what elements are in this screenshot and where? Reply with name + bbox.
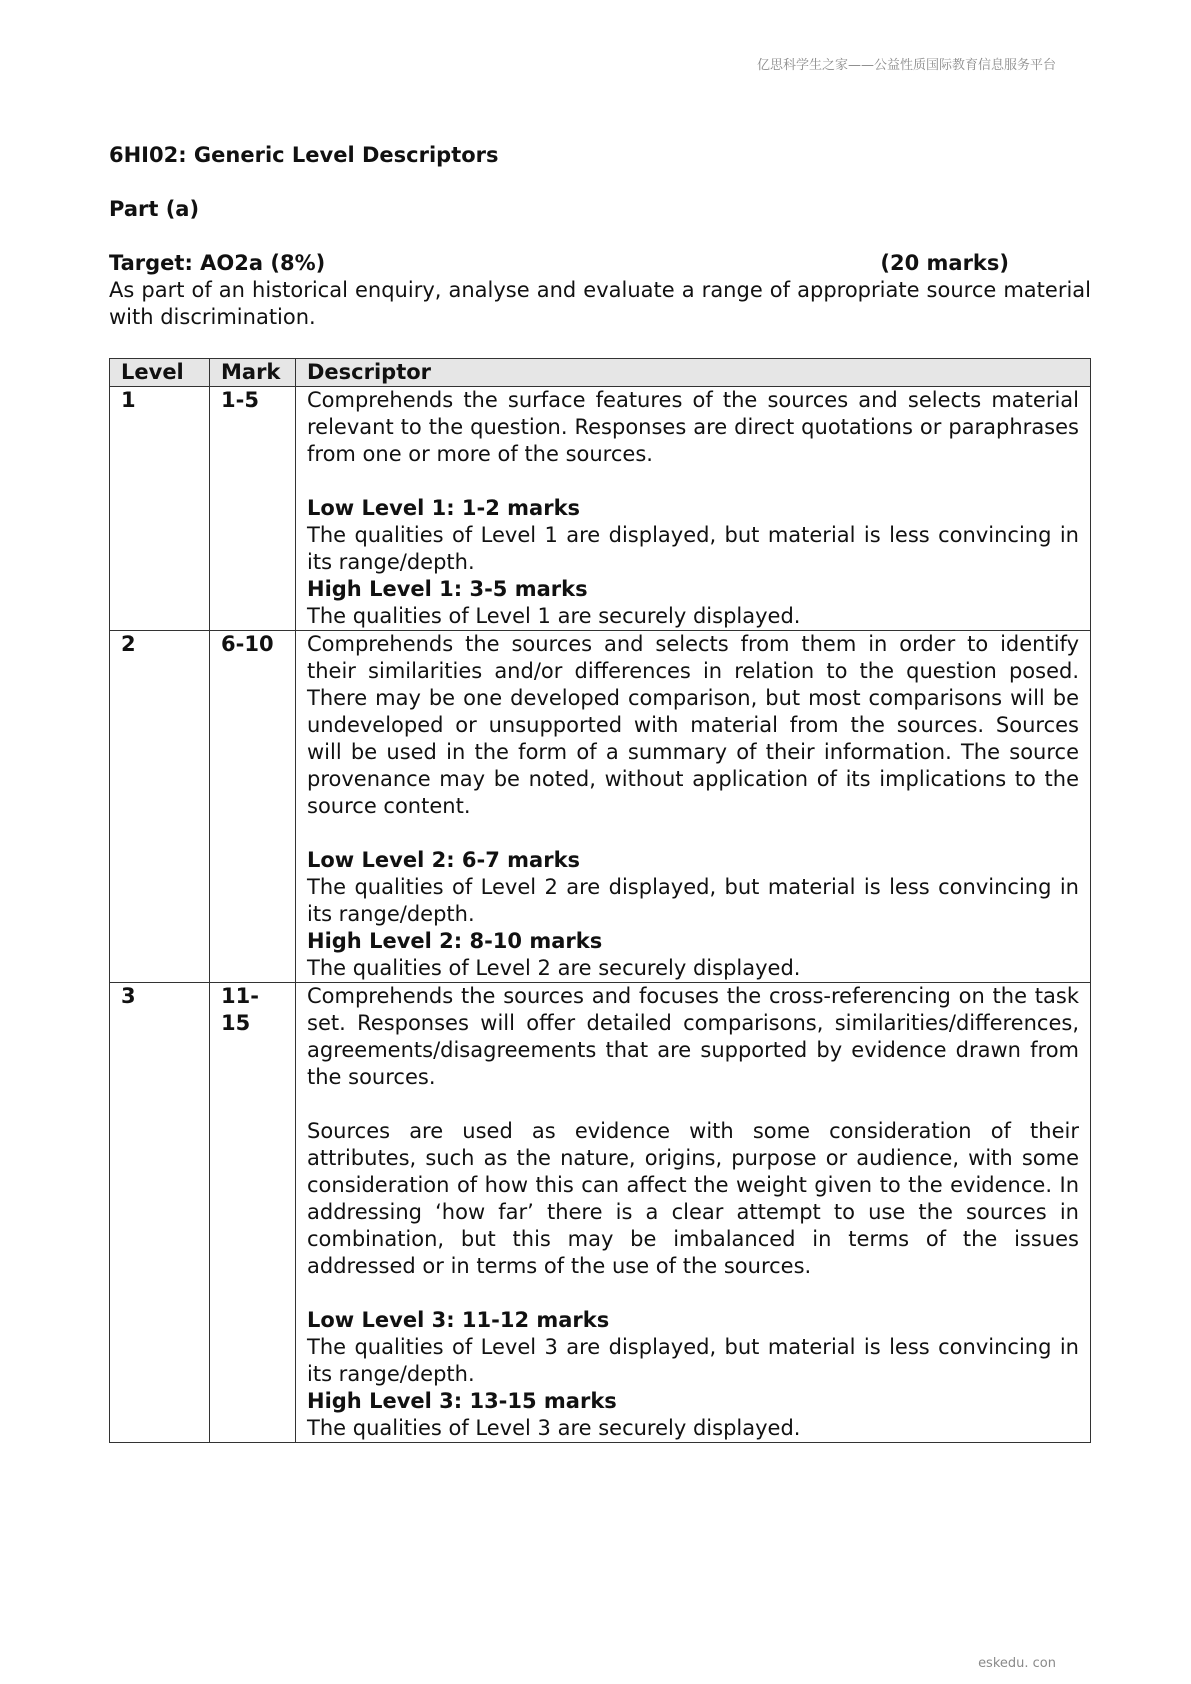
descriptor-paragraph: Comprehends the sources and selects from them in order to identify their similarities and/or differences in relation to the question posed. There may be one developed comparison, but most comparisons will be undeveloped or unsupported with material from the sources. Sources will be used in the form of a summary of their information. The source provenance may be noted, without application of its implications to the source content. [307, 632, 1079, 818]
high-level-text: The qualities of Level 2 are securely displayed. [307, 956, 801, 980]
table-header-row [110, 359, 1091, 387]
part-heading: Part (a) [109, 197, 200, 221]
low-level-heading: Low Level 2: 6-7 marks [307, 848, 581, 872]
target-label: Target: AO2a (8%) [109, 251, 326, 275]
target-description: As part of an historical enquiry, analyse and evaluate a range of appropriate source material with discrimination. [109, 278, 1091, 329]
mark-cell: 6-10 [210, 631, 296, 983]
table-row [110, 631, 1091, 983]
level-cell: 2 [110, 631, 210, 983]
target-line [109, 250, 1009, 277]
target-marks: (20 marks) [880, 251, 1009, 275]
page-title: 6HI02: Generic Level Descriptors [109, 143, 499, 167]
descriptor-paragraph: Comprehends the surface features of the sources and selects material relevant to the question. Responses are direct quotations or paraphrases from one or more of the sources. [307, 388, 1079, 466]
descriptor-paragraph: Comprehends the sources and focuses the cross-referencing on the task set. Responses will offer detailed comparisons, similarities/differences, agreements/disagreements that are supported by evidence drawn from the sources. [307, 984, 1079, 1089]
level-cell: 1 [110, 387, 210, 631]
low-level-heading: Low Level 1: 1-2 marks [307, 496, 581, 520]
level-cell: 3 [110, 983, 210, 1443]
header-descriptor: Descriptor [296, 359, 1091, 387]
table-row [110, 983, 1091, 1443]
high-level-heading: High Level 1: 3-5 marks [307, 577, 588, 601]
low-level-text: The qualities of Level 1 are displayed, but material is less convincing in its range/depth. [307, 523, 1079, 574]
mark-cell: 1-5 [210, 387, 296, 631]
descriptor-paragraph: Sources are used as evidence with some consideration of their attributes, such as the nature, origins, purpose or audience, with some consideration of how this can affect the weight given to the evidence. In addressing ‘how far’ there is a clear attempt to use the sources in combination, but this may be imbalanced in terms of the issues addressed or in terms of the use of the sources. [307, 1119, 1079, 1278]
header-mark: Mark [210, 359, 296, 387]
header-level: Level [110, 359, 210, 387]
footer-watermark: eskedu. con [978, 1656, 1056, 1671]
low-level-text: The qualities of Level 3 are displayed, but material is less convincing in its range/depth. [307, 1335, 1079, 1386]
high-level-text: The qualities of Level 1 are securely displayed. [307, 604, 801, 628]
high-level-text: The qualities of Level 3 are securely displayed. [307, 1416, 801, 1440]
level-descriptor-table [109, 358, 1091, 1443]
high-level-heading: High Level 3: 13-15 marks [307, 1389, 617, 1413]
header-watermark: 亿思科学生之家——公益性质国际教育信息服务平台 [756, 58, 1056, 73]
mark-cell: 11-15 [210, 983, 296, 1443]
document-body [109, 142, 1091, 1443]
high-level-heading: High Level 2: 8-10 marks [307, 929, 603, 953]
descriptor-cell [296, 387, 1091, 631]
descriptor-cell [296, 631, 1091, 983]
low-level-heading: Low Level 3: 11-12 marks [307, 1308, 610, 1332]
descriptor-cell [296, 983, 1091, 1443]
low-level-text: The qualities of Level 2 are displayed, but material is less convincing in its range/depth. [307, 875, 1079, 926]
table-row [110, 387, 1091, 631]
